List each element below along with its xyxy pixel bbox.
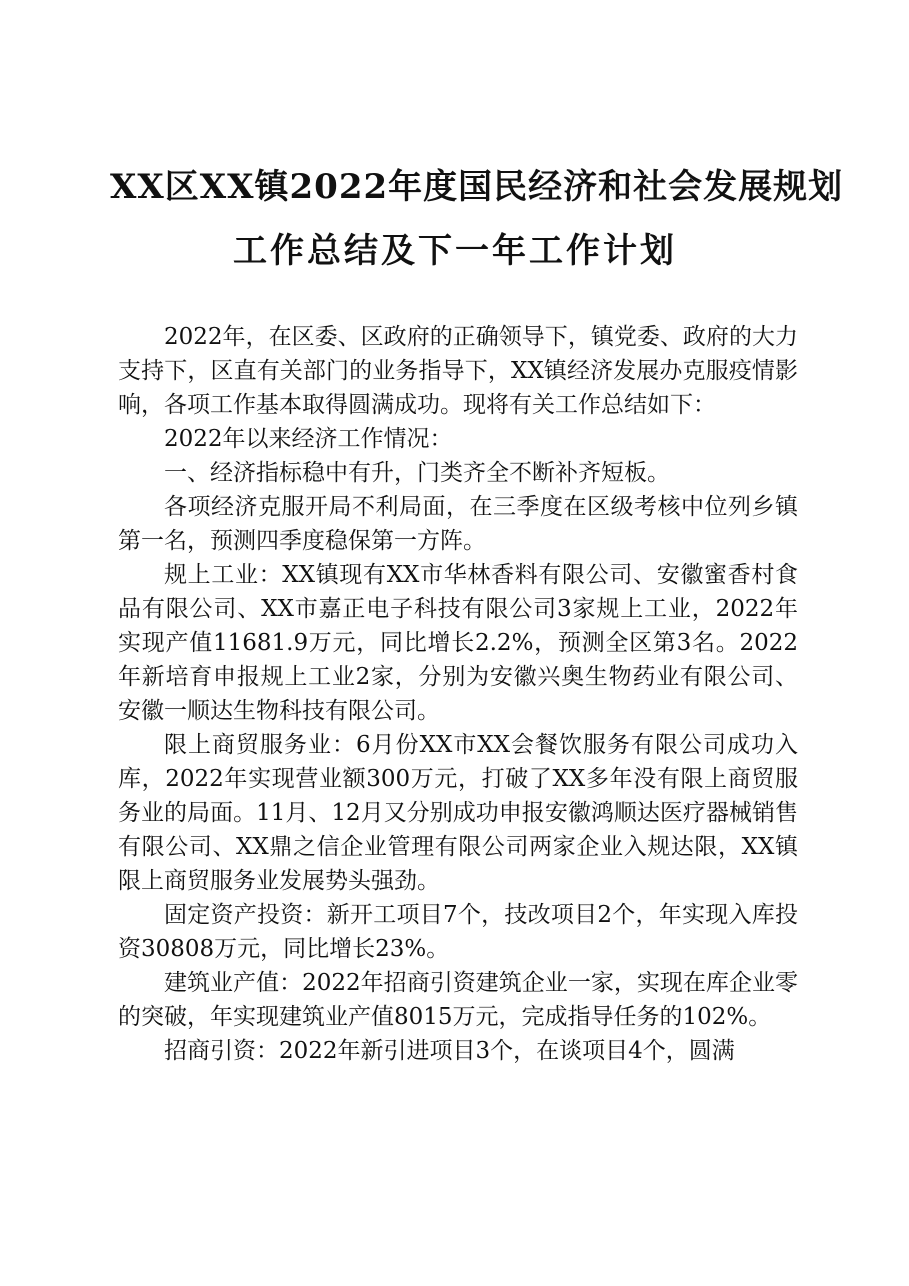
paragraph-construction: 建筑业产值：2022年招商引资建筑企业一家，实现在库企业零的突破，年实现建筑业产值8015万元，完成指导任务的102%。 (118, 970, 798, 1030)
paragraph-commerce: 限上商贸服务业：6月份XX市XX会餐饮服务有限公司成功入库，2022年实现营业额300万元，打破了XX多年没有限上商贸服务业的局面。11月、12月又分别成功申报安徽鸿顺达医疗器械销售有限公司、XX鼎之信企业管理有限公司两家企业入规达限，XX镇限上商贸服务业发展势头强劲。 (118, 732, 798, 894)
paragraph-subheading-1: 一、经济指标稳中有升，门类齐全不断补齐短板。 (164, 460, 670, 486)
document-body (118, 320, 798, 1068)
document-title-line-1: XX区XX镇2022年度国民经济和社会发展规划 (110, 167, 844, 207)
document-title-line-2: 工作总结及下一年工作计划 (233, 231, 677, 271)
paragraph-overview: 各项经济克服开局不利局面，在三季度在区级考核中位列乡镇第一名，预测四季度稳保第一方阵。 (118, 494, 798, 554)
paragraph-section-heading: 2022年以来经济工作情况： (164, 426, 453, 452)
paragraph-intro: 2022年，在区委、区政府的正确领导下，镇党委、政府的大力支持下，区直有关部门的业务指导下，XX镇经济发展办克服疫情影响，各项工作基本取得圆满成功。现将有关工作总结如下： (118, 324, 798, 418)
paragraph-industry: 规上工业：XX镇现有XX市华林香料有限公司、安徽蜜香村食品有限公司、XX市嘉正电子科技有限公司3家规上工业，2022年实现产值11681.9万元，同比增长2.2%，预测全区第3名。2022年新培育申报规上工业2家，分别为安徽兴奥生物药业有限公司、安徽一顺达生物科技有限公司。 (118, 562, 798, 724)
paragraph-fixed-assets: 固定资产投资：新开工项目7个，技改项目2个，年实现入库投资30808万元，同比增长23%。 (118, 902, 798, 962)
paragraph-investment: 招商引资：2022年新引进项目3个，在谈项目4个，圆满 (164, 1038, 735, 1064)
